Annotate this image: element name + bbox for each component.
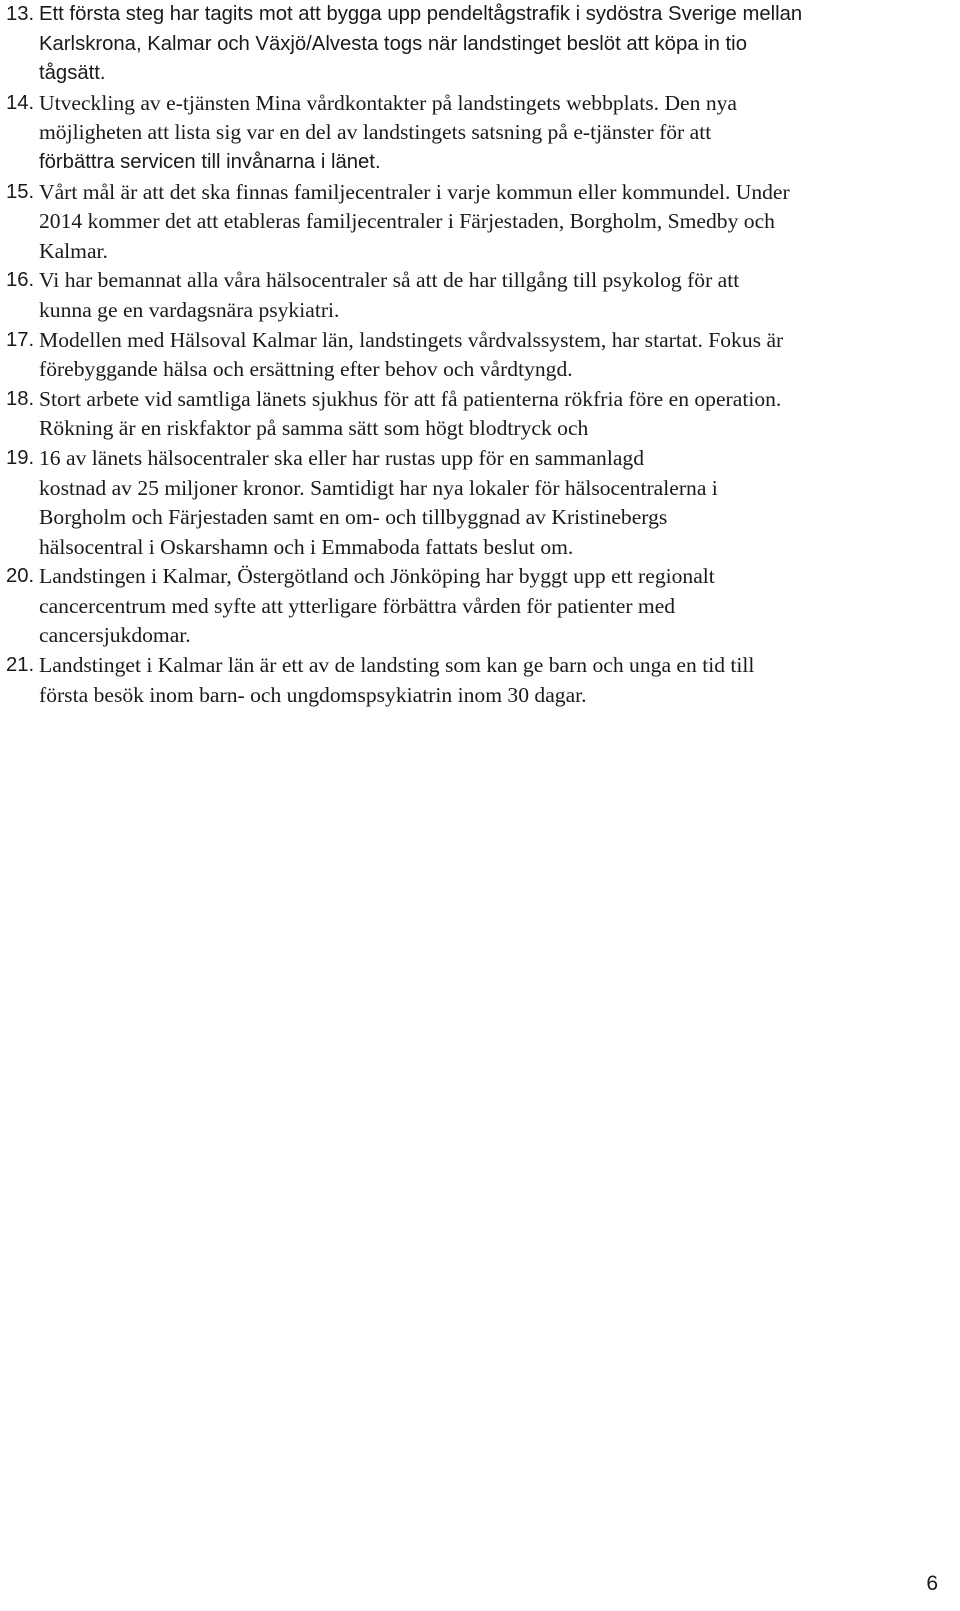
text-line: hälsocentral i Oskarshamn och i Emmaboda fattats beslut om. <box>39 534 574 559</box>
item-text <box>39 444 952 562</box>
text-line: Stort arbete vid samtliga länets sjukhus för att få patienterna rökfria före en operation. <box>39 386 782 411</box>
item-text <box>39 385 952 444</box>
numbered-list <box>6 0 952 710</box>
text-line: Vårt mål är att det ska finnas familjecentraler i varje kommun eller kommundel. Under <box>39 179 790 204</box>
item-text <box>39 89 952 178</box>
list-item-15 <box>6 178 952 267</box>
text-line: Vi har bemannat alla våra hälsocentraler så att de har tillgång till psykolog för att <box>39 268 740 293</box>
item-number: 15. <box>6 180 35 203</box>
text-line: Rökning är en riskfaktor på samma sätt som högt blodtryck och <box>39 416 589 441</box>
item-number: 20. <box>6 565 35 588</box>
text-line: cancercentrum med syfte att ytterligare förbättra vården för patienter med <box>39 593 676 618</box>
item-number: 13. <box>6 3 35 25</box>
text-line: kostnad av 25 miljoner kronor. Samtidigt har nya lokaler för hälsocentralerna i <box>39 475 718 500</box>
item-text <box>39 651 952 710</box>
item-number: 14. <box>6 91 35 114</box>
text-line: Borgholm och Färjestaden samt en om- och tillbyggnad av Kristinebergs <box>39 505 668 530</box>
text-line: Landstinget i Kalmar län är ett av de landsting som kan ge barn och unga en tid till <box>39 653 755 678</box>
list-item-20 <box>6 562 952 651</box>
list-item-14 <box>6 89 952 178</box>
text-line: 2014 kommer det att etableras familjecentraler i Färjestaden, Borgholm, Smedby och <box>39 209 775 234</box>
list-item-21 <box>6 651 952 710</box>
text-line: förebyggande hälsa och ersättning efter behov och vårdtyngd. <box>39 357 573 382</box>
item-text <box>39 562 952 651</box>
text-line: Ett första steg har tagits mot att bygga upp pendeltågstrafik i sydöstra Sverige mellan <box>39 3 803 25</box>
list-item-16 <box>6 266 952 325</box>
list-item-18 <box>6 385 952 444</box>
item-number: 21. <box>6 654 35 677</box>
text-line: möjligheten att lista sig var en del av landstingets satsning på e-tjänster för att <box>39 120 712 145</box>
text-line: tågsätt. <box>39 62 106 85</box>
text-line: kunna ge en vardagsnära psykiatri. <box>39 297 340 322</box>
text-line: första besök inom barn- och ungdomspsykiatrin inom 30 dagar. <box>39 682 587 707</box>
text-line: Modellen med Hälsoval Kalmar län, landstingets vårdvalssystem, har startat. Fokus är <box>39 327 784 352</box>
text-line: förbättra servicen till invånarna i länet. <box>39 150 381 173</box>
item-number: 16. <box>6 269 35 292</box>
item-text <box>39 178 952 267</box>
text-line: 16 av länets hälsocentraler ska eller har rustas upp för en sammanlagd <box>39 445 645 470</box>
item-number: 17. <box>6 328 35 351</box>
text-line: Kalmar. <box>39 238 108 263</box>
item-number: 18. <box>6 387 35 410</box>
page-number: 6 <box>926 1572 938 1595</box>
list-item-17 <box>6 326 952 385</box>
list-item-19 <box>6 444 952 562</box>
item-text <box>39 326 952 385</box>
item-text <box>39 0 952 89</box>
text-line: Landstingen i Kalmar, Östergötland och Jönköping har byggt upp ett regionalt <box>39 564 715 589</box>
item-number: 19. <box>6 446 35 469</box>
text-line: cancersjukdomar. <box>39 623 191 648</box>
text-line: Utveckling av e-tjänsten Mina vårdkontakter på landstingets webbplats. Den nya <box>39 90 738 115</box>
list-item-13 <box>6 0 952 89</box>
text-line: Karlskrona, Kalmar och Växjö/Alvesta togs när landstinget beslöt att köpa in tio <box>39 32 747 55</box>
item-text <box>39 266 952 325</box>
